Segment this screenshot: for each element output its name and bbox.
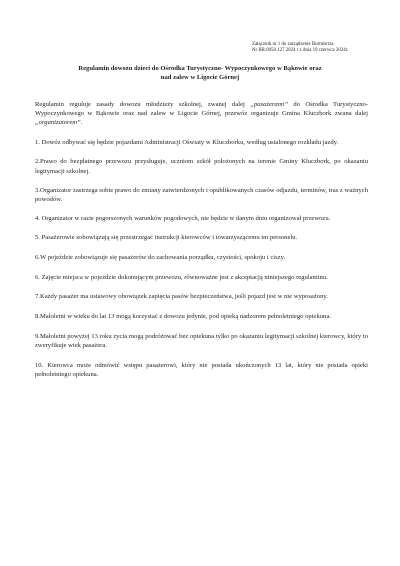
rule-paragraph: 6. Zajęcie miejsca w pojeździe dokonującym przewozu, równoważne jest z akceptacją niniejszego regulaminu.: [35, 273, 328, 281]
attachment-annotation: [252, 42, 387, 54]
passengers-term: „pasażerami”: [250, 101, 288, 108]
rule-paragraph: 10. Kierowca może odmówić wstępu pasażerowi, który nie posiada ukończonych 13 lat, który nie posiada opieki pełnoletniego opiekuna.: [35, 361, 368, 378]
annotation-line-2: Nr BR.0050.127.2024 r z dnia 19 czerwca 2024r.: [252, 48, 349, 54]
intro-text-3: .: [80, 119, 83, 127]
rule-paragraph: 5. Pasażerowie zobowiązują się przestrzegać instrukcji kierowców i towarzyszącemu im personelu.: [35, 234, 298, 242]
rule-paragraph: 1. Dowóz odbywać się będzie pojazdami Administracji Oświaty w Kluczborku, według ustalonego rozkładu jazdy.: [35, 139, 339, 147]
rule-paragraph: 3.Organizator zastrzega sobie prawo do zmiany zatwierdzonych i opublikowanych czasów odjazdu, terminów, tras z ważnych powodów.: [35, 186, 368, 203]
document-title: [30, 65, 370, 82]
rule-paragraph: 7.Każdy pasażer ma ustawowy obowiązek zapięcia pasów bezpieczeństwa, jeśli pojazd jest w nie wyposażony.: [35, 293, 328, 301]
rule-paragraph: 6.W pojeździe zobowiązuje się pasażerów do zachowania porządku, czystości, spokoju i ciszy.: [35, 254, 286, 262]
rule-paragraph: 8.Małoletni w wieku do lat 13 mogą korzystać z dowozu jedynie, pod opieką nadzorem pełnoletniego opiekuna.: [35, 313, 331, 321]
rule-paragraph: 9.Małoletni powyżej 13 roku życia mogą podróżować bez opiekuna tylko po okazaniu legitymacji szkolnej kierowcy, który to zweryfikuje wiek pasażera.: [35, 332, 368, 350]
intro-text-2: do Ośrodka Turystyczno- Wypoczynkowego w Bąkowie oraz nad zalew w Ligocie Górnej, przewóz organizuje Gmina Kluczbork zwana dalej: [35, 101, 368, 118]
intro-paragraph: [35, 100, 368, 128]
rule-paragraph: 4. Organizator w razie pogorszonych warunków pogodowych, nie będzie w danym dniu organizował przewozu.: [35, 215, 331, 223]
document-body: [35, 100, 368, 379]
title-line-2: nad zalew w Ligocie Górnej: [160, 73, 240, 81]
annotation-line-1: Załącznik nr 1 do zarządzenie Burmistrza: [252, 42, 334, 47]
organizer-term: „organizatorem”: [35, 119, 81, 127]
rule-paragraph: 2.Prawo do bezpłatnego przewozu przysługuje, uczniom szkół położonych na terenie Gminy Kluczbork, po okazaniu legitymacji szkolnej.: [35, 158, 368, 175]
intro-text-1: Regulamin reguluje zasady dowozu młodzieży szkolnej, zwanej dalej: [35, 101, 251, 108]
title-line-1: Regulamin dowozu dzieci do Ośrodka Turystyczno- Wypoczynkowego w Bąkowie oraz: [78, 65, 322, 72]
